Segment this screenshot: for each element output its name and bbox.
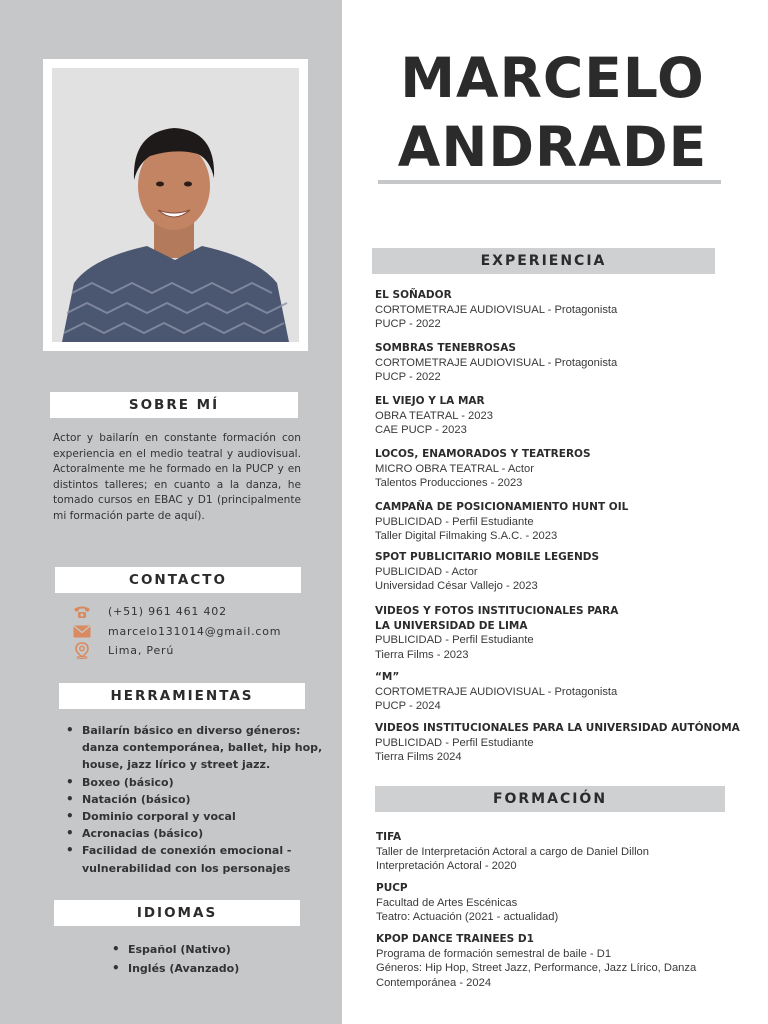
about-text: Actor y bailarín en constante formación con experiencia en el medio teatral y audiovisual. Actoralmente me he formado en la PUCP y en distintos talleres; en cuanto a la danza, he tomado cursos en EBAC y D1 (principalmente mi formación parte de aquí). [53, 432, 301, 522]
experience-title: EL VIEJO Y LA MAR [375, 395, 485, 407]
education-title: TIFA [376, 831, 402, 843]
experience-title: “M” [375, 671, 400, 683]
list-item: • Boxeo (básico) [64, 774, 324, 791]
list-item: • Dominio corporal y vocal [64, 808, 324, 825]
name-divider [378, 180, 721, 184]
experience-line: OBRA TEATRAL - 2023 [375, 409, 493, 422]
phone-text[interactable]: (+51) 961 461 402 [108, 605, 227, 619]
contact-email [72, 622, 322, 642]
tools-heading: HERRAMIENTAS [59, 683, 305, 709]
education-line: Programa de formación semestral de baile - D1 [376, 947, 612, 960]
tools-list [64, 722, 324, 877]
education-title: KPOP DANCE TRAINEES D1 [376, 933, 534, 945]
list-item: • Español (Nativo) [110, 940, 310, 959]
experience-line: Talentos Producciones - 2023 [375, 477, 523, 490]
education-line: Taller de Interpretación Actoral a cargo de Daniel Dillon [376, 845, 649, 858]
about-heading: SOBRE MÍ [50, 392, 298, 418]
experience-item [375, 670, 745, 714]
experience-line: PUBLICIDAD - Perfil Estudiante [375, 634, 534, 647]
contact-location [72, 641, 322, 661]
experience-line: Tierra Films 2024 [375, 751, 462, 764]
experience-line: PUCP - 2022 [375, 318, 441, 331]
experience-title: SOMBRAS TENEBROSAS [375, 342, 516, 354]
location-text: Lima, Perú [108, 644, 175, 658]
education-item [376, 932, 746, 990]
experience-line: PUBLICIDAD - Perfil Estudiante [375, 736, 534, 749]
experience-item [375, 341, 745, 385]
experience-line: MICRO OBRA TEATRAL - Actor [375, 462, 534, 475]
person-name [380, 44, 725, 182]
contact-phone [72, 602, 322, 622]
experience-line: Tierra Films - 2023 [375, 648, 469, 661]
experience-title: LOCOS, ENAMORADOS Y TEATREROS [375, 448, 591, 460]
experience-title: CAMPAÑA DE POSICIONAMIENTO HUNT OIL [375, 501, 629, 513]
experience-title: EL SOÑADOR [375, 289, 452, 301]
sidebar [0, 0, 342, 1024]
experience-line: CAE PUCP - 2023 [375, 424, 467, 437]
education-item [376, 830, 746, 874]
education-title: PUCP [376, 882, 408, 894]
experience-item [375, 500, 745, 544]
languages-list [110, 940, 310, 978]
languages-heading: IDIOMAS [54, 900, 300, 926]
experience-item [375, 394, 745, 438]
experience-line: CORTOMETRAJE AUDIOVISUAL - Protagonista [375, 685, 618, 698]
list-item: • Acronacias (básico) [64, 825, 324, 842]
experience-line: PUCP - 2024 [375, 700, 441, 713]
education-heading: FORMACIÓN [375, 786, 725, 812]
experience-item [375, 288, 745, 332]
experience-title: VIDEOS Y FOTOS INSTITUCIONALES PARA LA UNIVERSIDAD DE LIMA [375, 605, 619, 632]
experience-title: VIDEOS INSTITUCIONALES PARA LA UNIVERSIDAD AUTÓNOMA [375, 722, 740, 734]
list-item: • Natación (básico) [64, 791, 324, 808]
experience-item [375, 550, 745, 594]
experience-line: PUBLICIDAD - Perfil Estudiante [375, 515, 534, 528]
experience-line: PUBLICIDAD - Actor [375, 565, 478, 578]
contact-list [72, 602, 322, 661]
phone-icon [72, 604, 92, 620]
profile-photo [52, 68, 299, 342]
experience-line: PUCP - 2022 [375, 371, 441, 384]
first-name: MARCELO [400, 46, 705, 110]
list-item: • Inglés (Avanzado) [110, 959, 310, 978]
experience-line: Taller Digital Filmaking S.A.C. - 2023 [375, 530, 558, 543]
list-item: • Facilidad de conexión emocional - vulnerabilidad con los personajes [64, 842, 324, 876]
experience-line: CORTOMETRAJE AUDIOVISUAL - Protagonista [375, 356, 618, 369]
profile-photo-frame [43, 59, 308, 351]
education-line: Facultad de Artes Escénicas [376, 896, 518, 909]
experience-item [375, 604, 625, 662]
experience-item [375, 721, 760, 765]
education-line: Teatro: Actuación (2021 - actualidad) [376, 911, 559, 924]
experience-title: SPOT PUBLICITARIO MOBILE LEGENDS [375, 551, 600, 563]
location-pin-icon [72, 643, 92, 659]
experience-item [375, 447, 745, 491]
education-line: Contemporánea - 2024 [376, 976, 492, 989]
experience-heading: EXPERIENCIA [372, 248, 715, 274]
education-item [376, 881, 746, 925]
experience-line: Universidad César Vallejo - 2023 [375, 580, 538, 593]
education-line: Interpretación Actoral - 2020 [376, 860, 517, 873]
contact-heading: CONTACTO [55, 567, 301, 593]
experience-line: CORTOMETRAJE AUDIOVISUAL - Protagonista [375, 303, 618, 316]
list-item: • Bailarín básico en diverso géneros: danza contemporánea, ballet, hip hop, house, jazz lírico y street jazz. [64, 722, 324, 774]
education-line: Géneros: Hip Hop, Street Jazz, Performance, Jazz Lírico, Danza [376, 962, 697, 975]
email-text[interactable]: marcelo131014@gmail.com [108, 624, 282, 638]
last-name: ANDRADE [397, 115, 708, 179]
mail-icon [72, 623, 92, 639]
